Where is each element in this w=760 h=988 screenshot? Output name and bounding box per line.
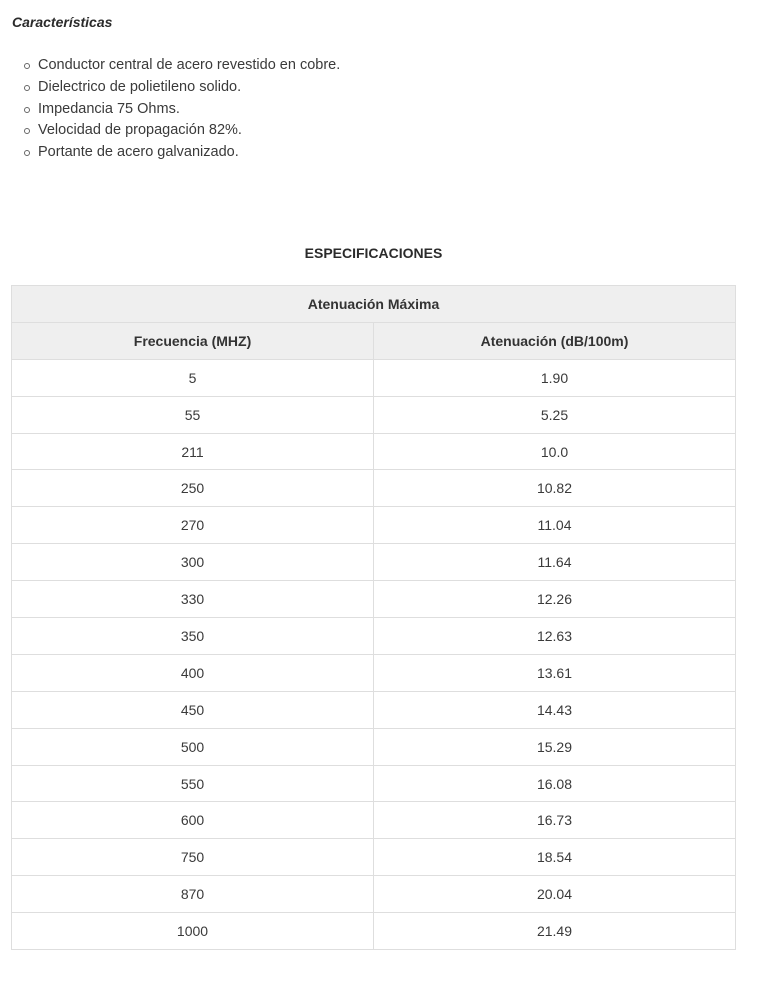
circle-bullet-icon xyxy=(24,85,30,91)
feature-text: Conductor central de acero revestido en cobre. xyxy=(38,57,341,73)
table-row xyxy=(12,618,736,655)
table-row xyxy=(12,359,736,396)
feature-text: Velocidad de propagación 82%. xyxy=(38,122,242,139)
attenuation-cell: 14.43 xyxy=(374,691,736,728)
attenuation-cell: 5.25 xyxy=(374,396,736,433)
attenuation-cell: 16.08 xyxy=(374,765,736,802)
frequency-cell: 270 xyxy=(12,507,374,544)
table-row xyxy=(12,396,736,433)
attenuation-cell: 1.90 xyxy=(374,359,736,396)
feature-item xyxy=(24,99,340,121)
feature-item xyxy=(24,142,340,164)
feature-text: Portante de acero galvanizado. xyxy=(38,144,239,160)
attenuation-cell: 21.49 xyxy=(374,913,736,950)
table-row xyxy=(12,581,736,618)
table-row xyxy=(12,802,736,839)
table-row xyxy=(12,765,736,802)
table-caption: Atenuación Máxima xyxy=(12,286,736,323)
frequency-cell: 400 xyxy=(12,654,374,691)
attenuation-cell: 12.26 xyxy=(374,581,736,618)
features-list xyxy=(24,55,340,164)
frequency-cell: 870 xyxy=(12,876,374,913)
attenuation-cell: 10.0 xyxy=(374,433,736,470)
frequency-cell: 300 xyxy=(12,544,374,581)
circle-bullet-icon xyxy=(24,63,30,69)
frequency-cell: 211 xyxy=(12,433,374,470)
table-row xyxy=(12,470,736,507)
frequency-cell: 55 xyxy=(12,396,374,433)
attenuation-cell: 18.54 xyxy=(374,839,736,876)
feature-item xyxy=(24,77,340,99)
feature-text: Dielectrico de polietileno solido. xyxy=(38,78,242,95)
frequency-cell: 5 xyxy=(12,359,374,396)
feature-item xyxy=(24,120,340,142)
attenuation-cell: 15.29 xyxy=(374,728,736,765)
features-heading: Características xyxy=(12,14,113,30)
table-row xyxy=(12,544,736,581)
feature-item xyxy=(24,55,340,77)
table-row xyxy=(12,691,736,728)
frequency-cell: 1000 xyxy=(12,913,374,950)
specs-title: ESPECIFICACIONES xyxy=(304,245,443,261)
circle-bullet-icon xyxy=(24,150,30,156)
column-header-frequency: Frecuencia (MHZ) xyxy=(12,322,374,359)
frequency-cell: 330 xyxy=(12,581,374,618)
attenuation-cell: 16.73 xyxy=(374,802,736,839)
table-caption-row xyxy=(12,286,736,323)
frequency-cell: 350 xyxy=(12,618,374,655)
frequency-cell: 550 xyxy=(12,765,374,802)
table-row xyxy=(12,876,736,913)
attenuation-cell: 11.04 xyxy=(374,507,736,544)
attenuation-cell: 13.61 xyxy=(374,654,736,691)
table-row xyxy=(12,654,736,691)
circle-bullet-icon xyxy=(24,107,30,113)
table-row xyxy=(12,728,736,765)
circle-bullet-icon xyxy=(24,128,30,134)
table-row xyxy=(12,433,736,470)
table-row xyxy=(12,913,736,950)
attenuation-table xyxy=(11,285,736,950)
table-header-row xyxy=(12,322,736,359)
attenuation-cell: 12.63 xyxy=(374,618,736,655)
table-row xyxy=(12,507,736,544)
feature-text: Impedancia 75 Ohms. xyxy=(38,100,180,117)
table-row xyxy=(12,839,736,876)
frequency-cell: 750 xyxy=(12,839,374,876)
column-header-attenuation: Atenuación (dB/100m) xyxy=(374,322,736,359)
frequency-cell: 600 xyxy=(12,802,374,839)
attenuation-cell: 11.64 xyxy=(374,544,736,581)
attenuation-cell: 20.04 xyxy=(374,876,736,913)
frequency-cell: 250 xyxy=(12,470,374,507)
frequency-cell: 450 xyxy=(12,691,374,728)
frequency-cell: 500 xyxy=(12,728,374,765)
attenuation-cell: 10.82 xyxy=(374,470,736,507)
